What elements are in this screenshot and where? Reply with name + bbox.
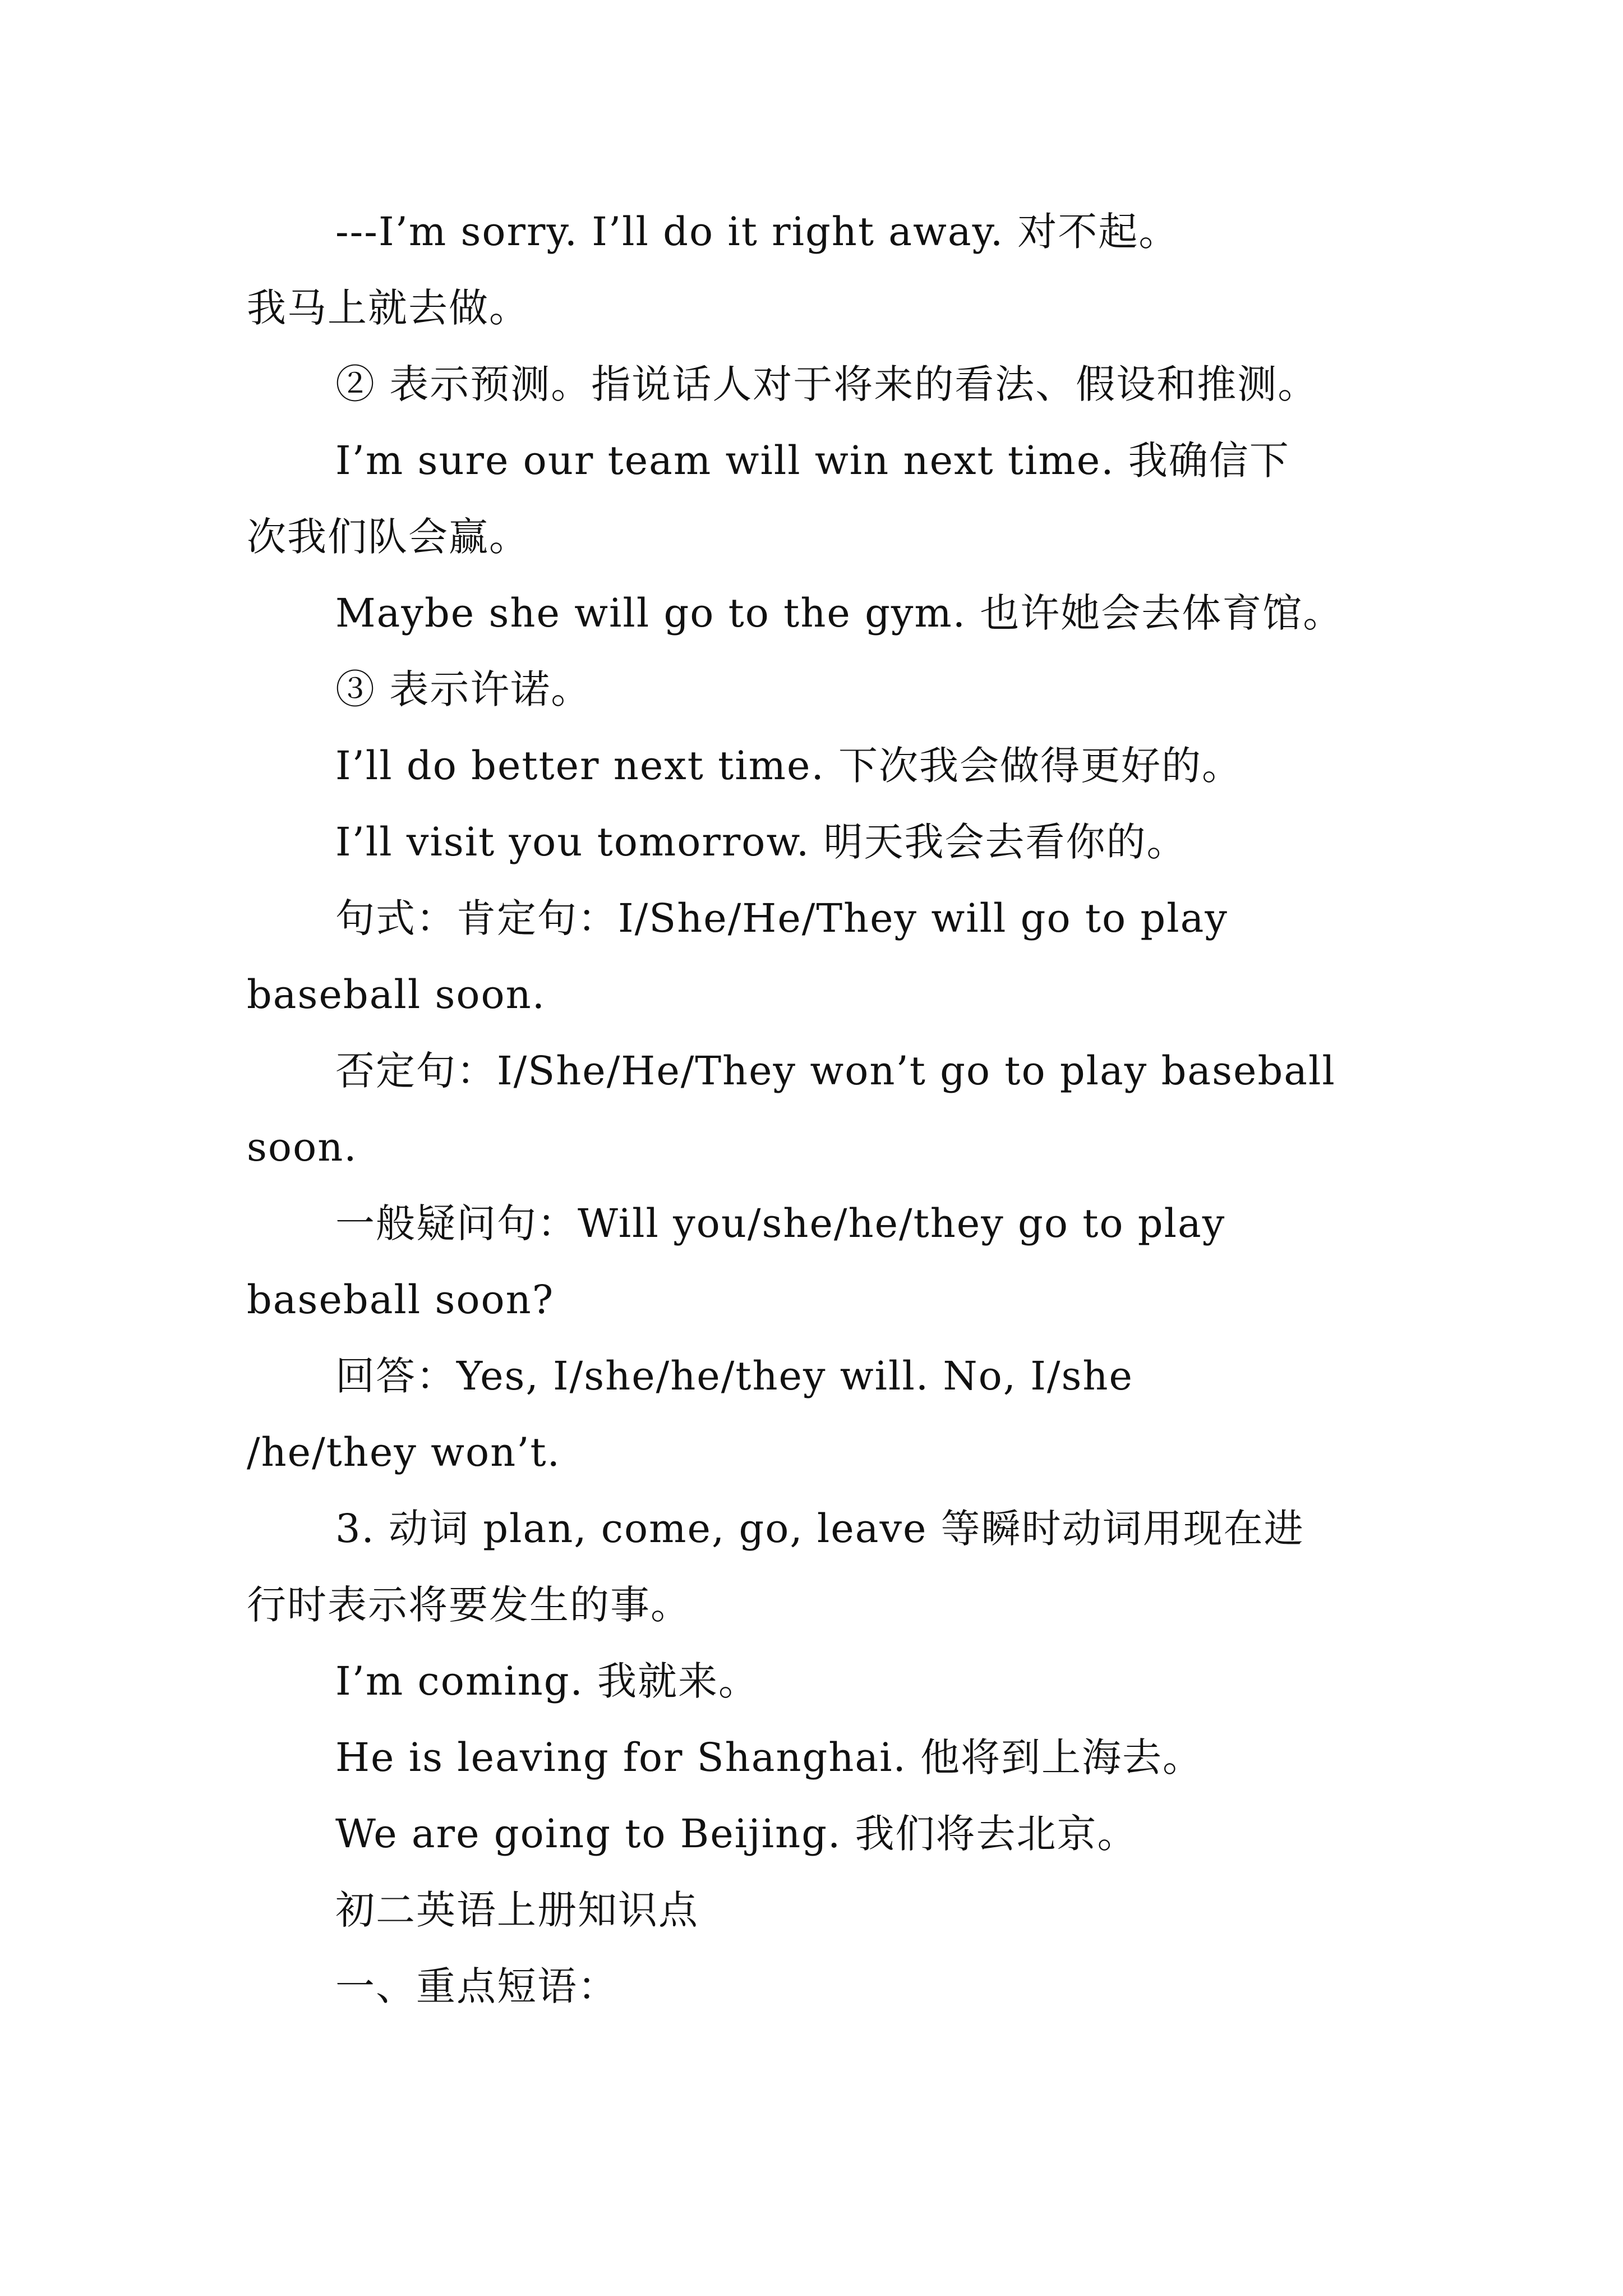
text-line: 行时表示将要发生的事。 bbox=[247, 1582, 691, 1628]
text-line: soon. bbox=[247, 1124, 358, 1170]
section-heading: 初二英语上册知识点 bbox=[335, 1887, 699, 1933]
text-line: baseball soon. bbox=[247, 972, 546, 1018]
text-line: ② 表示预测。指说话人对于将来的看法、假设和推测。 bbox=[335, 361, 1318, 407]
text-line: 次我们队会赢。 bbox=[247, 514, 529, 560]
section-heading: 一、重点短语： bbox=[335, 1963, 618, 2009]
text-line: 3. 动词 plan, come, go, leave 等瞬时动词用现在进 bbox=[335, 1506, 1304, 1552]
text-line: 句式：肯定句：I/She/He/They will go to play bbox=[335, 895, 1228, 941]
text-line: I’ll do better next time. 下次我会做得更好的。 bbox=[335, 743, 1242, 789]
text-line: 一般疑问句：Will you/she/he/they go to play bbox=[335, 1200, 1226, 1246]
text-line: baseball soon? bbox=[247, 1277, 555, 1323]
text-line: I’m coming. 我就来。 bbox=[335, 1658, 759, 1704]
document-body bbox=[247, 194, 1380, 2024]
text-line: 回答：Yes, I/she/he/they will. No, I/she bbox=[335, 1353, 1133, 1399]
text-line: He is leaving for Shanghai. 他将到上海去。 bbox=[335, 1734, 1204, 1780]
text-line: ---I’m sorry. I’ll do it right away. 对不起。 bbox=[335, 209, 1179, 255]
text-line: Maybe she will go to the gym. 也许她会去体育馆。 bbox=[335, 590, 1344, 636]
text-line: /he/they won’t. bbox=[247, 1429, 561, 1475]
text-line: I’m sure our team will win next time. 我确信下 bbox=[335, 438, 1290, 484]
text-line: ③ 表示许诺。 bbox=[335, 666, 592, 712]
text-line: 我马上就去做。 bbox=[247, 285, 529, 331]
text-line: We are going to Beijing. 我们将去北京。 bbox=[335, 1811, 1138, 1857]
text-line: 否定句：I/She/He/They won’t go to play baseball bbox=[335, 1048, 1336, 1094]
text-line: I’ll visit you tomorrow. 明天我会去看你的。 bbox=[335, 819, 1187, 865]
